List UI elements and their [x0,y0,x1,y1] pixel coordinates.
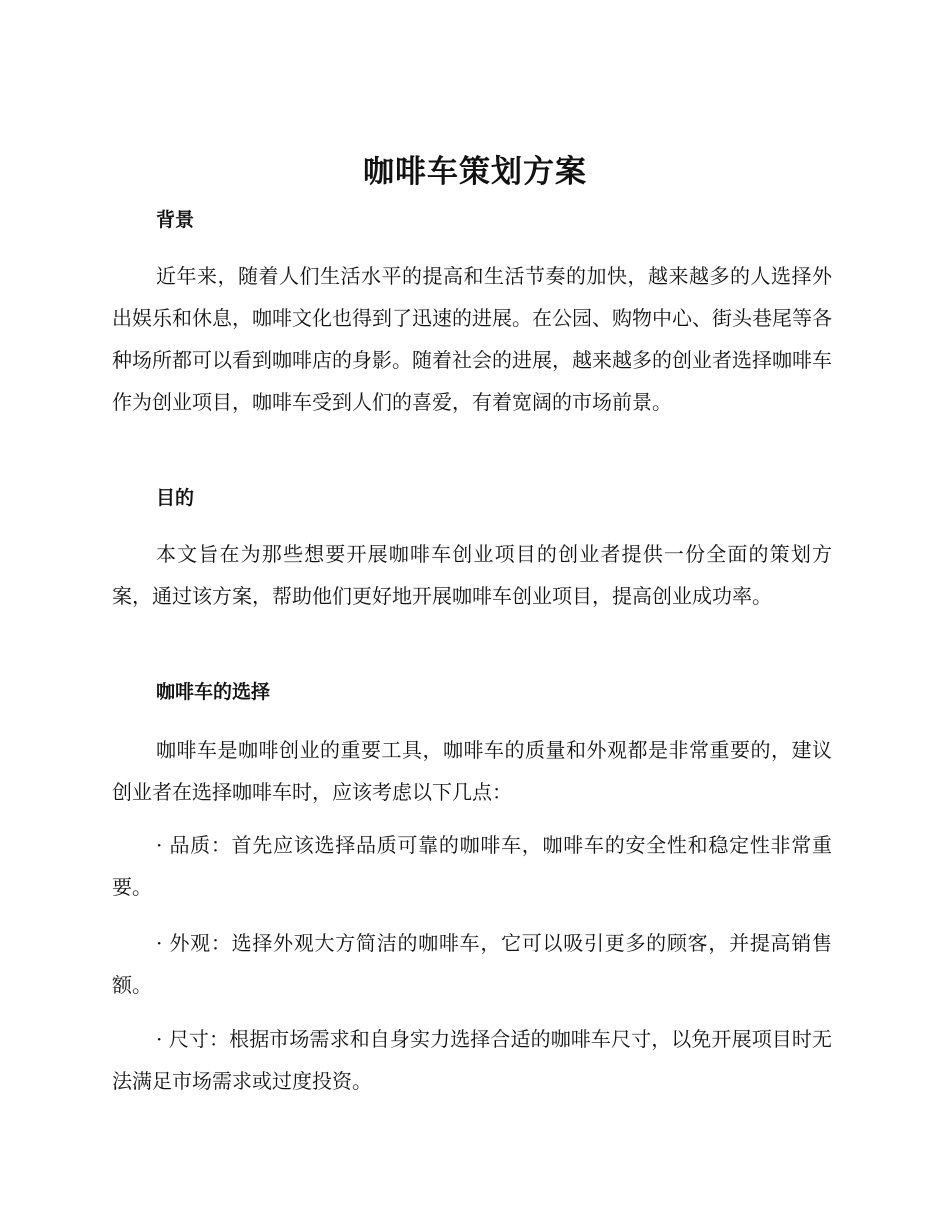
background-paragraph: 近年来，随着人们生活水平的提高和生活节奏的加快，越来越多的人选择外出娱乐和休息，咖啡文化也得到了迅速的进展。在公园、购物中心、街头巷尾等各种场所都可以看到咖啡店的身影。随着社会的进展，越来越多的创业者选择咖啡车作为创业项目，咖啡车受到人们的喜爱，有着宽阔的市场前景。 [112,264,832,414]
bullet-quality: · 品质：首先应该选择品质可靠的咖啡车，咖啡车的安全性和稳定性非常重要。 [112,833,832,899]
section-heading-coffee-cart-selection: 咖啡车的选择 [156,681,271,703]
selection-intro-paragraph: 咖啡车是咖啡创业的重要工具，咖啡车的质量和外观都是非常重要的，建议创业者在选择咖啡车时，应该考虑以下几点： [112,738,832,804]
purpose-paragraph: 本文旨在为那些想要开展咖啡车创业项目的创业者提供一份全面的策划方案，通过该方案，帮助他们更好地开展咖啡车创业项目，提高创业成功率。 [112,542,832,608]
page-title: 咖啡车策划方案 [363,154,587,190]
bullet-appearance: · 外观：选择外观大方简洁的咖啡车，它可以吸引更多的顾客，并提高销售额。 [112,931,832,997]
section-heading-purpose: 目的 [156,487,195,509]
bullet-size: · 尺寸：根据市场需求和自身实力选择合适的咖啡车尺寸，以免开展项目时无法满足市场需求或过度投资。 [112,1027,832,1093]
section-heading-background: 背景 [156,209,195,231]
